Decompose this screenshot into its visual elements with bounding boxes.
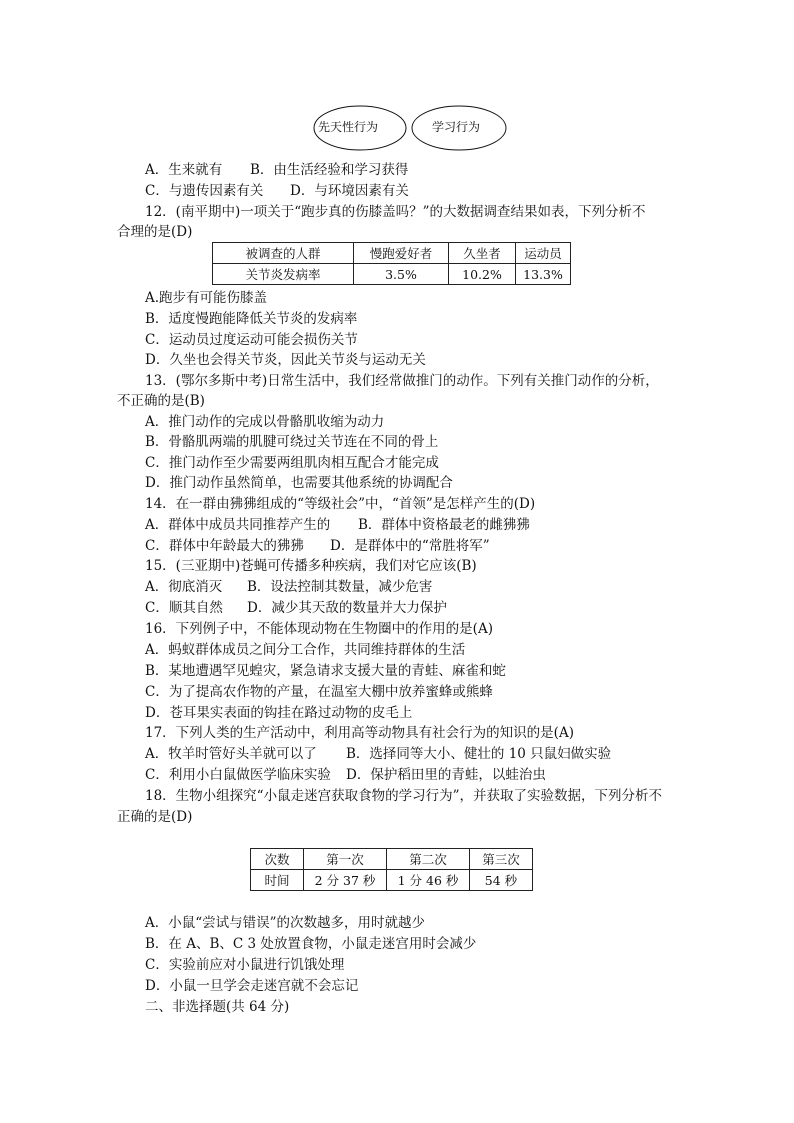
table-header-cell: 第二次 [387,849,470,870]
table-cell: 54 秒 [470,870,533,891]
q16-option-b: B．某地遭遇罕见蝗灾，紧急请求支援大量的青蛙、麻雀和蛇 [145,663,506,679]
table-header-cell: 第一次 [304,849,387,870]
q12-data-table [212,242,571,285]
q13-stem-line1: 13．(鄂尔多斯中考)日常生活中，我们经常做推门的动作。下列有关推门动作的分析， [145,373,659,389]
q15-stem: 15．(三亚期中)苍蝇可传播多种疾病，我们对它应该(B) [145,558,477,574]
q17-option-b: B．选择同等大小、健壮的 10 只鼠妇做实验 [346,746,612,762]
venn-diagram [312,104,508,152]
q16-stem: 16．下列例子中，不能体现动物在生物圈中的作用的是(A) [145,621,493,637]
q13-option-b: B．骨骼肌两端的肌腱可绕过关节连在不同的骨上 [145,434,439,450]
q13-option-a: A．推门动作的完成以骨骼肌收缩为动力 [145,414,385,430]
table-row [251,870,533,891]
q17-stem: 17．下列人类的生产活动中，利用高等动物具有社会行为的知识的是(A) [145,725,574,741]
table-cell: 时间 [251,870,304,891]
table-cell: 关节炎发病率 [213,264,354,285]
q14-option-d: D．是群体中的“常胜将军” [330,538,490,554]
q13-stem-line2: 不正确的是(B) [117,393,205,409]
table-header-cell: 第三次 [470,849,533,870]
q15-option-d: D．减少其天敌的数量并大力保护 [247,600,447,616]
table-header-cell: 被调查的人群 [213,243,354,264]
q16-option-a: A．蚂蚁群体成员之间分工合作，共同维持群体的生活 [145,642,466,658]
q14-option-c: C．群体中年龄最大的狒狒 [145,538,304,554]
q12-stem-line1: 12．(南平期中)一项关于“跑步真的伤膝盖吗？”的大数据调查结果如表，下列分析不 [145,204,646,220]
venn-left-label: 先天性行为 [318,120,379,134]
q18-stem-line2: 正确的是(D) [117,809,193,825]
q12-option-c: C．运动员过度运动可能会损伤关节 [145,332,358,348]
q13-option-c: C．推门动作至少需要两组肌肉相互配合才能完成 [145,455,439,471]
q11-option-d: D．与环境因素有关 [290,183,409,199]
q18-data-table [250,848,533,891]
q15-option-b: B．设法控制其数量，减少危害 [247,579,433,595]
q12-option-a: A.跑步有可能伤膝盖 [145,290,268,306]
q15-option-a: A．彻底消灭 [145,579,223,595]
q18-option-b: B．在 A、B、C 3 处放置食物，小鼠走迷宫用时会减少 [145,936,477,952]
q13-option-d: D．推门动作虽然简单，也需要其他系统的协调配合 [145,475,453,491]
table-cell: 2 分 37 秒 [304,870,387,891]
q18-stem-line1: 18．生物小组探究“小鼠走迷宫获取食物的学习行为”，并获取了实验数据，下列分析不 [145,788,662,804]
q17-option-a: A．牧羊时管好头羊就可以了 [145,746,317,762]
q18-option-c: C．实验前应对小鼠进行饥饿处理 [145,957,345,973]
table-header-row [213,243,571,264]
q14-option-a: A．群体中成员共同推荐产生的 [145,517,331,533]
q11-option-a: A．生来就有 [145,162,223,178]
q14-option-b: B．群体中资格最老的雌狒狒 [358,517,530,533]
table-row [213,264,571,285]
q17-option-c: C．利用小白鼠做医学临床实验 [145,767,331,783]
table-header-row [251,849,533,870]
table-cell: 13.3% [516,264,571,285]
table-header-cell: 次数 [251,849,304,870]
section-heading: 二、非选择题(共 64 分) [145,999,290,1015]
q11-option-c: C．与遗传因素有关 [145,183,264,199]
venn-right-label: 学习行为 [432,120,481,134]
q12-option-b: B．适度慢跑能降低关节炎的发病率 [145,311,358,327]
q11-option-b: B．由生活经验和学习获得 [250,162,409,178]
table-header-cell: 慢跑爱好者 [354,243,449,264]
table-header-cell: 久坐者 [449,243,516,264]
q12-option-d: D．久坐也会得关节炎，因此关节炎与运动无关 [145,352,426,368]
q16-option-d: D．苍耳果实表面的钩挂在路过动物的皮毛上 [145,705,413,721]
q15-option-c: C．顺其自然 [145,600,223,616]
table-cell: 10.2% [449,264,516,285]
q18-option-a: A．小鼠“尝试与错误”的次数越多，用时就越少 [145,915,426,931]
table-cell: 1 分 46 秒 [387,870,470,891]
q14-stem: 14．在一群由狒狒组成的“等级社会”中，“首领”是怎样产生的(D) [145,496,536,512]
table-header-cell: 运动员 [516,243,571,264]
q16-option-c: C．为了提高农作物的产量，在温室大棚中放养蜜蜂或熊蜂 [145,684,493,700]
q17-option-d: D．保护稻田里的青蛙，以蛙治虫 [346,767,546,783]
table-cell: 3.5% [354,264,449,285]
q12-stem-line2: 合理的是(D) [117,224,193,240]
q18-option-d: D．小鼠一旦学会走迷宫就不会忘记 [145,978,359,994]
